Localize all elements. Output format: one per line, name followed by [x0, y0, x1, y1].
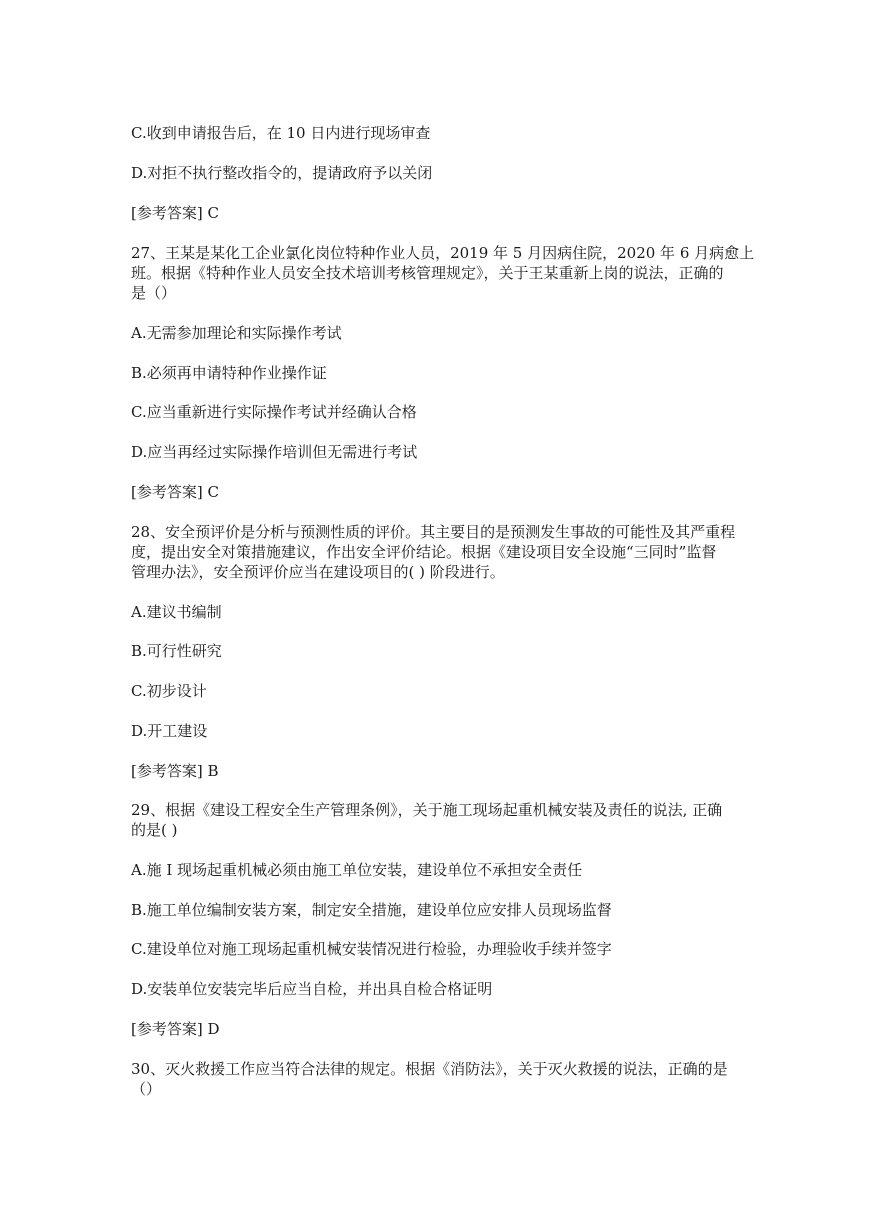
q27-answer: [参考答案] C [131, 483, 219, 501]
q27-option-b: B.必须再申请特种作业操作证 [131, 364, 327, 382]
q26-option-d: D.对拒不执行整改指令的，提请政府予以关闭 [131, 164, 433, 182]
q27-stem-line: 27、王某是某化工企业氯化岗位特种作业人员，2019 年 5 月因病住院，2020 年 6 月病愈上 [131, 244, 755, 262]
q30-stem-line: （） [131, 1080, 162, 1098]
q27-stem-line: 是（） [131, 284, 177, 302]
q27-option-d: D.应当再经过实际操作培训但无需进行考试 [131, 443, 418, 461]
q29-stem-line: 的是( ) [131, 821, 178, 839]
q28-stem-line: 管理办法》，安全预评价应当在建设项目的( ) 阶段进行。 [131, 563, 505, 581]
q28-stem [131, 522, 743, 582]
q29-answer: [参考答案] D [131, 1020, 220, 1038]
q26-option-c: C.收到申请报告后，在 10 日内进行现场审查 [131, 124, 431, 142]
q28-option-c: C.初步设计 [131, 682, 207, 700]
q28-option-a: A.建议书编制 [131, 603, 222, 621]
q29-stem [131, 800, 743, 840]
q29-option-a: A.施 I 现场起重机械必须由施工单位安装，建设单位不承担安全责任 [131, 861, 583, 879]
q28-option-d: D.开工建设 [131, 722, 208, 740]
q28-stem-line: 28、安全预评价是分析与预测性质的评价。其主要目的是预测发生事故的可能性及其严重程 [131, 523, 736, 541]
q28-stem-line: 度，提出安全对策措施建议，作出安全评价结论。根据《建设项目安全设施“三同时”监督 [131, 543, 717, 561]
q29-stem-line: 29、根据《建设工程安全生产管理条例》，关于施工现场起重机械安装及责任的说法, 正确 [131, 801, 723, 819]
q28-option-b: B.可行性研究 [131, 642, 222, 660]
q28-answer: [参考答案] B [131, 762, 219, 780]
q30-stem-line: 30、灭火救援工作应当符合法律的规定。根据《消防法》，关于灭火救援的说法，正确的是 [131, 1060, 728, 1078]
q29-option-d: D.安装单位安装完毕后应当自检，并出具自检合格证明 [131, 980, 493, 998]
q27-option-c: C.应当重新进行实际操作考试并经确认合格 [131, 403, 417, 421]
q29-option-c: C.建设单位对施工现场起重机械安装情况进行检验，办理验收手续并签字 [131, 940, 612, 958]
q27-option-a: A.无需参加理论和实际操作考试 [131, 324, 342, 342]
q27-stem [131, 243, 755, 303]
q30-stem [131, 1059, 743, 1099]
q26-answer: [参考答案] C [131, 204, 219, 222]
q27-stem-line: 班。根据《特种作业人员安全技术培训考核管理规定》，关于王某重新上岗的说法，正确的 [131, 264, 724, 282]
q29-option-b: B.施工单位编制安装方案，制定安全措施，建设单位应安排人员现场监督 [131, 901, 612, 919]
